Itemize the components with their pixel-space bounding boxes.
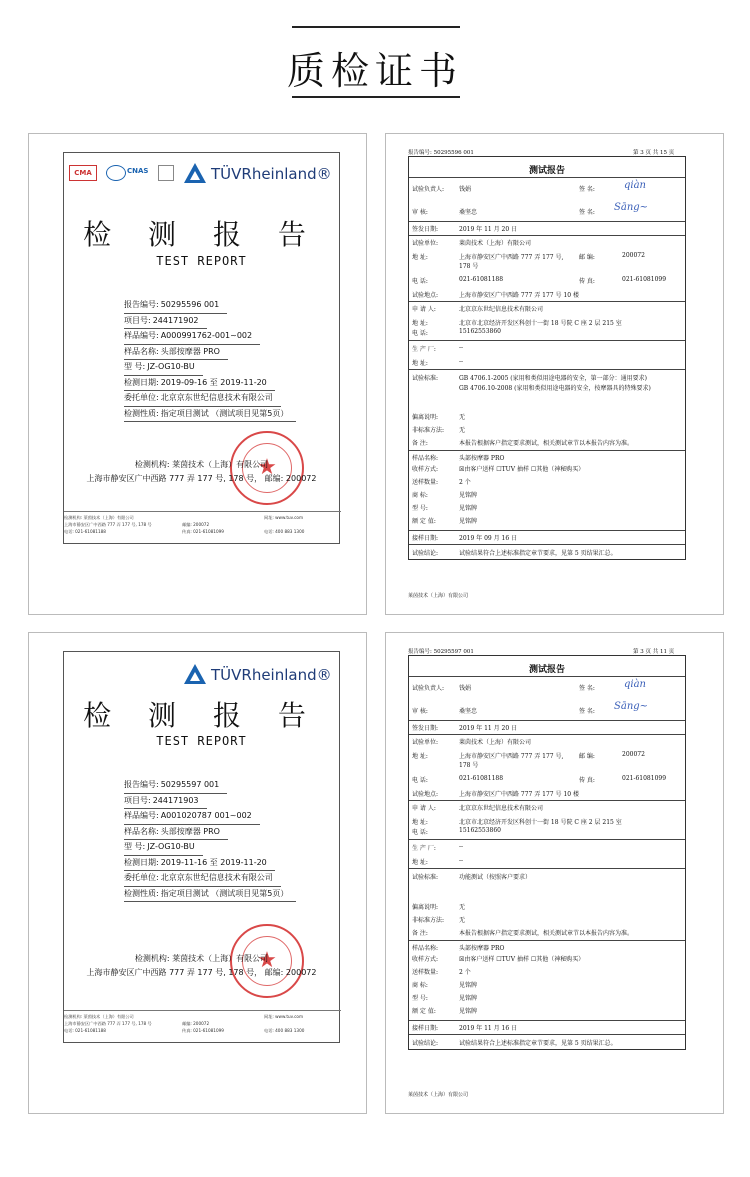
- page-header: [0, 0, 750, 110]
- tester-signature: qiàn: [624, 679, 647, 690]
- info-row: 样品编号: A000991762-001~002: [124, 329, 296, 345]
- cover-card-1: CMA CNAS TÜVRheinland® 检 测 报 告 TEST REPORT 报告编号: 50295596 001 项目号: 244171902 样品编号: A000991762-001~002 样品名称: 头部按摩器 PRO 型 号: JZ-OG10-BU 检测日期: 2019-09-16 至 2019-11-20 委托单位: 北京京东世纪信息技术有限公司 检测性质: 指定项目测试 （测试项目见第5页） ★ 检测机构: 莱茵技术（上海）有限公司 上海市静安区广中西路 777 弄 177 号, 178 号， 邮编: 200072 检测机构: 莱茵技术（上海）有限公司 上海市静安区广中西路 777 弄 177 号, 178 号 电话: 021-61081188 邮编: 200072 传真: 021-61081099 网址: www.tuv.com 电话: 400 883 1300: [63, 152, 340, 544]
- cover-page-1: [28, 133, 367, 615]
- info-row: 报告编号: 50295596 001: [124, 298, 296, 314]
- info-row: 检测性质: 指定项目测试 （测试项目见第5页）: [124, 407, 296, 423]
- tuv-logo-text: TÜVRheinland®: [211, 666, 332, 684]
- info-row: 项目号: 244171903: [124, 794, 296, 810]
- ilac-logo-icon: [106, 165, 126, 181]
- official-seal-icon: ★: [230, 924, 304, 998]
- tuv-logo-text: TÜVRheinland®: [211, 165, 332, 183]
- reviewer-signature: Sāng~: [614, 202, 649, 213]
- info-row: 检测日期: 2019-11-16 至 2019-11-20: [124, 856, 296, 872]
- org-line-1: 检测机构: 莱茵技术（上海）有限公司: [134, 460, 269, 469]
- info-row: 报告编号: 50295597 001: [124, 778, 296, 794]
- cover-page-2: [28, 632, 367, 1114]
- report-title: 测试报告: [528, 166, 565, 176]
- info-row: 样品编号: A001020787 001~002: [124, 809, 296, 825]
- report-title: 测试报告: [528, 665, 565, 675]
- report-page-1: [385, 133, 724, 615]
- cover-subtitle: TEST REPORT: [156, 254, 247, 268]
- report-footer: 莱茵技术（上海）有限公司: [408, 593, 469, 599]
- cover-subtitle: TEST REPORT: [156, 734, 247, 748]
- info-row: 委托单位: 北京京东世纪信息技术有限公司: [124, 871, 296, 887]
- cover-footer-rule: [64, 1010, 341, 1011]
- report-number: 报告编号: 50295597 001: [408, 649, 474, 655]
- tester-signature: qiàn: [624, 180, 647, 191]
- report-number: 报告编号: 50295596 001: [408, 150, 474, 156]
- cnas-logo: CNAS: [127, 167, 149, 175]
- info-row: 项目号: 244171902: [124, 314, 296, 330]
- cover-title: 检 测 报 告: [83, 218, 320, 251]
- page-count: 第 3 页 共 15 页: [633, 150, 675, 156]
- info-row: 型 号: JZ-OG10-BU: [124, 360, 296, 376]
- cover-info-block: [124, 298, 296, 422]
- tuv-triangle-icon: [184, 664, 206, 684]
- org-line-2: 上海市静安区广中西路 777 弄 177 号, 178 号， 邮编: 200072: [86, 968, 317, 977]
- title-bottom-rule: [292, 96, 460, 98]
- cover-footer-rule: [64, 511, 341, 512]
- cover-info-block: [124, 778, 296, 902]
- report-table-1: 测试报告 试验负责人: 钱娟 签 名: qiàn 审 核: 桑坚忠 签 名: Sāng~ 签发日期: 2019 年 11 月 20 日 试验单位: 莱茵技术（上海）有限公司 地 址: 上海市静安区广中西路 777 弄 177 号, 178 号 邮 编: 200072 电 话: 021-61081188 传 真: 021-61081099 试验地点: 上海市静安区广中西路 777 弄 177 号 10 楼 申 请 人: 北京京东世纪信息技术有限公司 地 址: 北京市北京经济开发区科创十一街 18 号院 C 座 2 层 215 室 电 话: 15162553860 生 产 厂: -- 地 址: -- 试验标准: GB 4706.1-2005 (家用和类似用途电器的安全，第一部分：通用要求) GB 4706.10-2008 (家用和类似用途电器的安全，按摩器具的特殊要求) 偏离说明: 无 非标准方法: 无 备 注: 本报告根据客户指定要求测试，相关测试章节以本报告内容为准。 样品名称: 头部按摩器 PRO 收样方式: ☒由客户送样 ☐TUV 抽样 ☐其他（神秘购买） 送样数量: 2 个 商 标: 见铭牌 型 号: 见铭牌 额 定 值: 见铭牌 接样日期: 2019 年 09 月 16 日 试验结论: 试验结果符合上述标准指定章节要求，见第 5 页结果汇总。: [408, 156, 686, 560]
- info-row: 型 号: JZ-OG10-BU: [124, 840, 296, 856]
- cover-title: 检 测 报 告: [83, 699, 320, 732]
- reviewer-signature: Sāng~: [614, 701, 649, 712]
- cover-card-2: TÜVRheinland® 检 测 报 告 TEST REPORT 报告编号: 50295597 001 项目号: 244171903 样品编号: A001020787 001~002 样品名称: 头部按摩器 PRO 型 号: JZ-OG10-BU 检测日期: 2019-11-16 至 2019-11-20 委托单位: 北京京东世纪信息技术有限公司 检测性质: 指定项目测试 （测试项目见第5页） ★ 检测机构: 莱茵技术（上海）有限公司 上海市静安区广中西路 777 弄 177 号, 178 号， 邮编: 200072 检测机构: 莱茵技术（上海）有限公司 上海市静安区广中西路 777 弄 177 号, 178 号 电话: 021-61081188 邮编: 200072 传真: 021-61081099 网址: www.tuv.com 电话: 400 883 1300: [63, 651, 340, 1043]
- report-page-2: [385, 632, 724, 1114]
- org-line-1: 检测机构: 莱茵技术（上海）有限公司: [134, 954, 269, 963]
- info-row: 检测日期: 2019-09-16 至 2019-11-20: [124, 376, 296, 392]
- official-seal-icon: ★: [230, 431, 304, 505]
- page-count: 第 3 页 共 11 页: [633, 649, 675, 655]
- info-row: 样品名称: 头部按摩器 PRO: [124, 345, 296, 361]
- info-row: 委托单位: 北京京东世纪信息技术有限公司: [124, 391, 296, 407]
- report-footer: 莱茵技术（上海）有限公司: [408, 1092, 469, 1098]
- title-top-rule: [292, 26, 460, 28]
- page-title: 质检证书: [286, 49, 463, 93]
- report-table-2: 测试报告 试验负责人: 钱娟 签 名: qiàn 审 核: 桑坚忠 签 名: Sāng~ 签发日期: 2019 年 11 月 20 日 试验单位: 莱茵技术（上海）有限公司 地 址: 上海市静安区广中西路 777 弄 177 号, 178 号 邮 编: 200072 电 话: 021-61081188 传 真: 021-61081099 试验地点: 上海市静安区广中西路 777 弄 177 号 10 楼 申 请 人: 北京京东世纪信息技术有限公司 地 址: 北京市北京经济开发区科创十一街 18 号院 C 座 2 层 215 室 电 话: 15162553860 生 产 厂: -- 地 址: -- 试验标准: 功能测试（按照客户要求） 偏离说明: 无 非标准方法: 无 备 注: 本报告根据客户指定要求测试，相关测试章节以本报告内容为准。 样品名称: 头部按摩器 PRO 收样方式: ☒由客户送样 ☐TUV 抽样 ☐其他（神秘购买） 送样数量: 2 个 商 标: 见铭牌 型 号: 见铭牌 额 定 值: 见铭牌 接样日期: 2019 年 11 月 16 日 试验结论: 试验结果符合上述标准指定章节要求，见第 5 页结果汇总。: [408, 655, 686, 1050]
- info-row: 样品名称: 头部按摩器 PRO: [124, 825, 296, 841]
- qr-code-icon: [158, 165, 174, 181]
- info-row: 检测性质: 指定项目测试 （测试项目见第5页）: [124, 887, 296, 903]
- cma-logo: CMA: [69, 165, 97, 181]
- tuv-triangle-icon: [184, 163, 206, 183]
- org-line-2: 上海市静安区广中西路 777 弄 177 号, 178 号， 邮编: 200072: [86, 474, 317, 483]
